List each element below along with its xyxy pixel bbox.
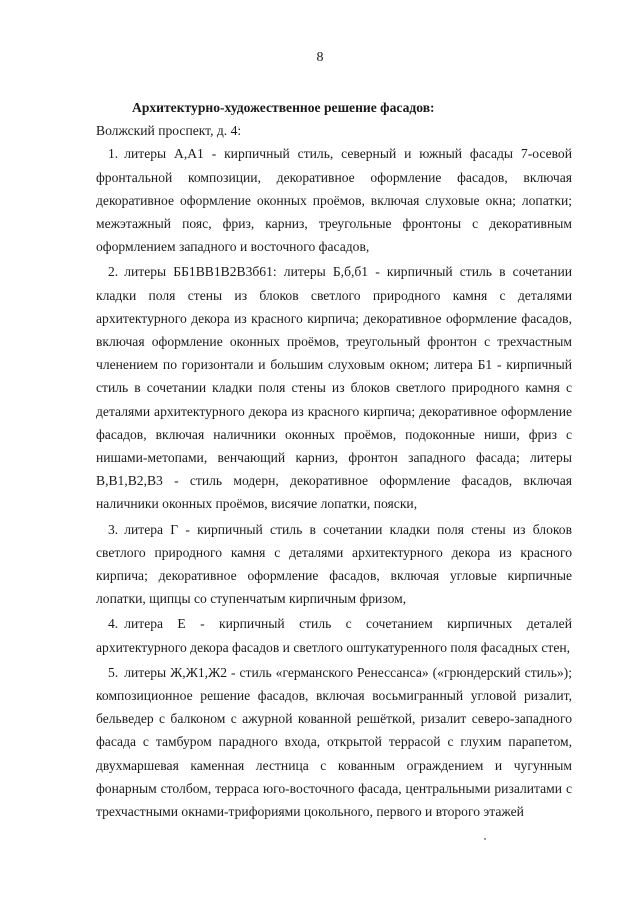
item-text: литеры А,А1 - кирпичный стиль, северный и южный фасады 7-осевой фронтальной композиции, декоративное оформление фасадов, включая декоративное оформление оконных проёмов, включая слуховые окна; лопатки; межэтажный пояс, фриз, карниз, треугольные фронтоны с декоративным оформлением западного и восточного фасадов, [96, 146, 572, 255]
address-line: Волжский проспект, д. 4: [96, 123, 242, 139]
item-number: 4. [108, 616, 119, 632]
list-item-4 [96, 612, 572, 658]
list-item-5 [96, 661, 572, 823]
item-number: 2. [108, 264, 119, 280]
item-number: 5. [108, 664, 119, 680]
page-number: 8 [316, 50, 324, 65]
document-body [96, 96, 572, 825]
list-item-1 [96, 142, 572, 258]
item-text: литера Е - кирпичный стиль с сочетанием кирпичных деталей архитектурного декора фасадов и светлого оштукатуренного поля фасадных стен, [96, 616, 572, 655]
section-heading: Архитектурно-художественное решение фасадов: [132, 100, 435, 115]
scan-speck [484, 838, 486, 840]
item-text: литеры ББ1ВВ1В2В3б61: литеры Б,б,б1 - кирпичный стиль в сочетании кладки поля стены из блоков светлого природного камня с деталями архитектурного декора из красного кирпича; декоративное оформление фасадов, включая оформление оконных проёмов, треугольный фронтон с трехчастным членением по горизонтали и большим слуховым окном; литера Б1 - кирпичный стиль в сочетании кладки поля стены из блоков светлого природного камня с деталями архитектурного декора из красного кирпича; декоративное оформление фасадов, включая наличники оконных проёмов, подоконные ниши, фриз с нишами-метопами, венчающий карниз, фронтон западного фасада; литеры В,В1,В2,В3 - стиль модерн, декоративное оформление фасадов, включая наличники оконных проёмов, висячие лопатки, пояски, [96, 264, 572, 512]
item-number: 1. [108, 146, 119, 162]
list-item-2 [96, 260, 572, 515]
item-text: литеры Ж,Ж1,Ж2 - стиль «германского Ренессанса» («грюндерский стиль»); композиционное решение фасадов, включая восьмигранный угловой ризалит, бельведер с балконом с ажурной кованной решёткой, ризалит северо-западного фасада с тамбуром парадного входа, открытой террасой с глухим парапетом, двухмаршевая каменная лестница с кованным ограждением и чугунным фонарным столбом, терраса юго-восточного фасада, центральными ризалитами с трехчастными окнами-трифориями цокольного, первого и второго этажей [96, 664, 572, 820]
item-text: литера Г - кирпичный стиль в сочетании кладки поля стены из блоков светлого природного камня с деталями архитектурного декора из красного кирпича; декоративное оформление фасадов, включая угловые кирпичные лопатки, щипцы со ступенчатым кирпичным фризом, [96, 521, 572, 607]
list-item-3 [96, 518, 572, 611]
item-number: 3. [108, 521, 119, 537]
